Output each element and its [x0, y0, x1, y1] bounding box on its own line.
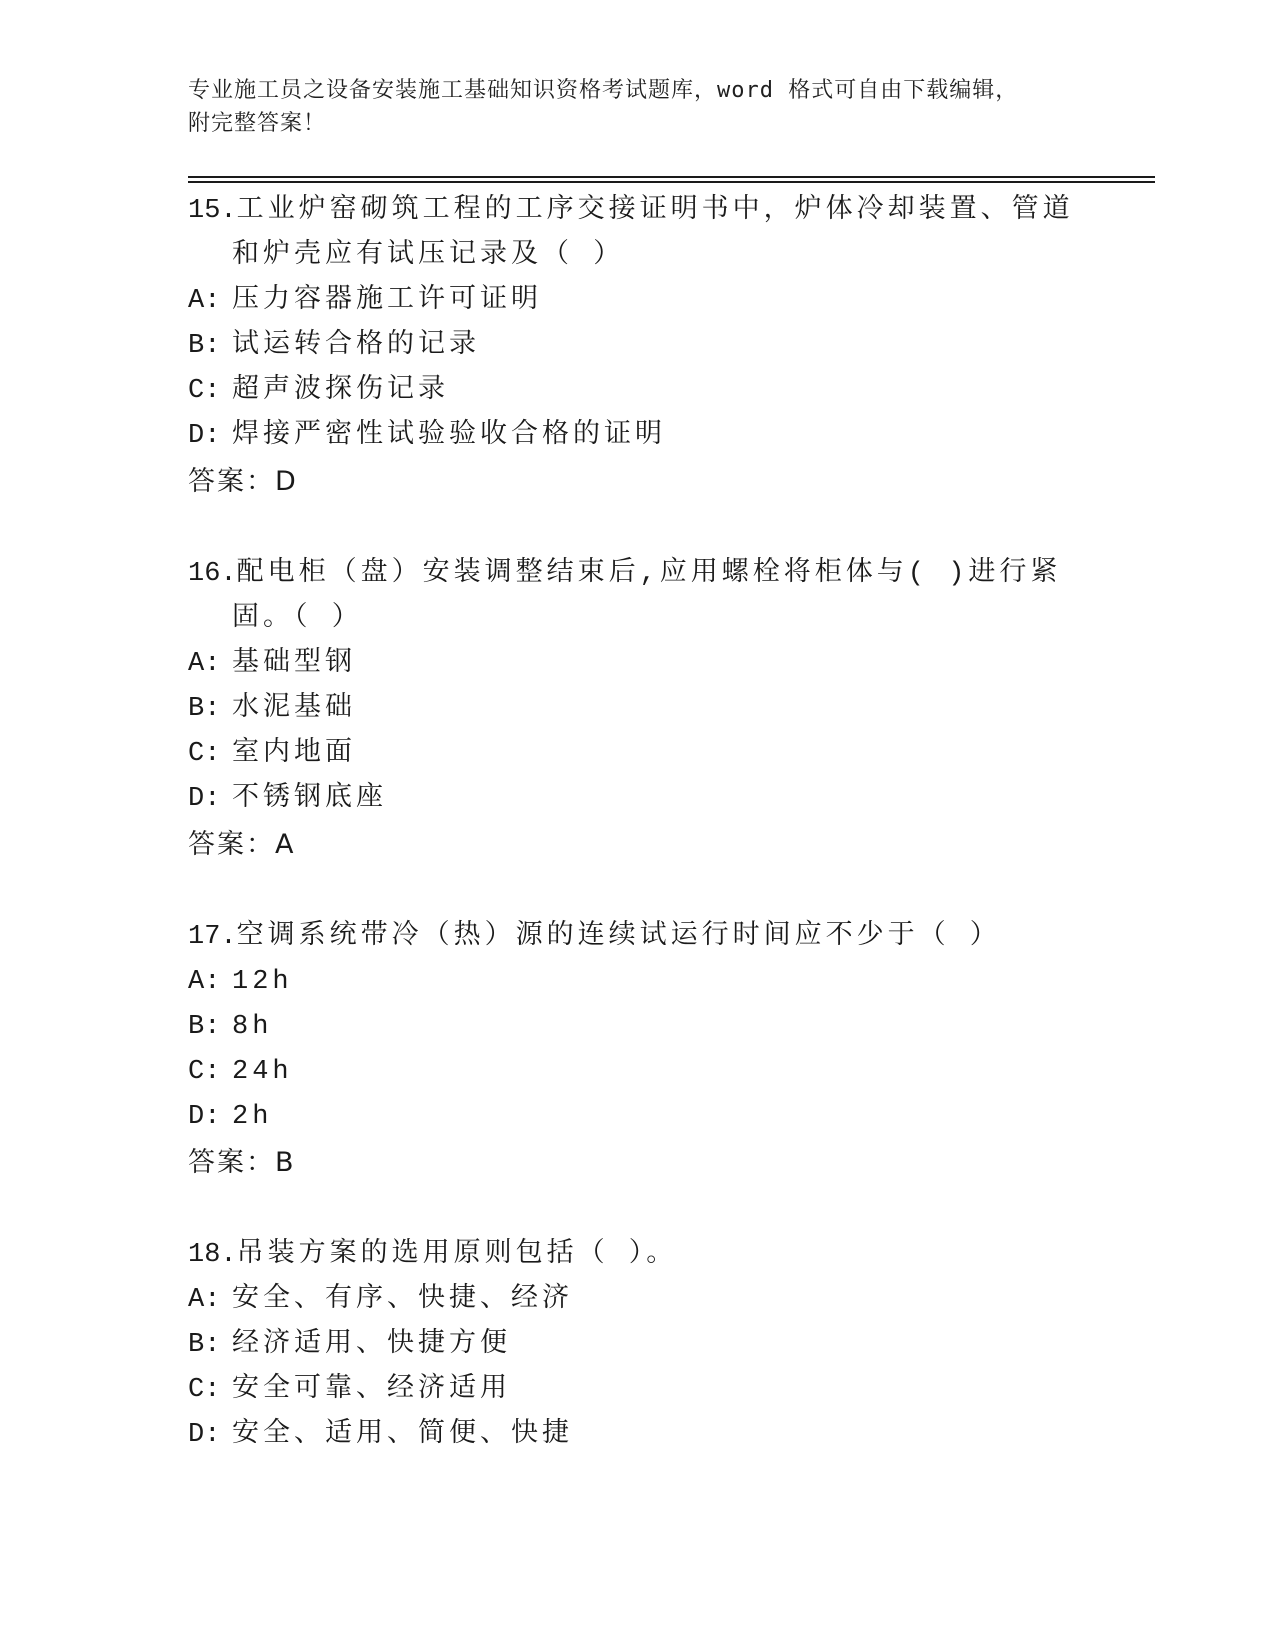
- option-a: [188, 960, 1088, 1005]
- question-18: [188, 1233, 1088, 1458]
- header-line-2: 附完整答案！: [188, 111, 327, 136]
- option-text: 12h: [232, 967, 293, 997]
- option-b: [188, 687, 1088, 732]
- option-text: 安全、适用、简便、快捷: [232, 1420, 573, 1450]
- question-number: 17.: [188, 922, 237, 952]
- answer-line: 答案：D: [188, 466, 298, 497]
- option-key: B:: [188, 1012, 221, 1042]
- option-key: B:: [188, 694, 221, 724]
- header-line-1: 专业施工员之设备安装施工基础知识资格考试题库，word 格式可自由下载编辑，: [188, 78, 1019, 103]
- option-key: D:: [188, 1420, 221, 1450]
- option-a: [188, 642, 1088, 687]
- question-text: [188, 189, 1088, 279]
- question-text: [188, 1233, 1088, 1278]
- header-divider-bottom: [188, 181, 1155, 183]
- question-number: 18.: [188, 1240, 237, 1270]
- document-header: [188, 74, 1088, 140]
- option-key: A:: [188, 1285, 221, 1315]
- option-text: 压力容器施工许可证明: [232, 286, 542, 316]
- option-key: C:: [188, 376, 221, 406]
- answer-line: 答案：A: [188, 829, 296, 860]
- question-stem: 空调系统带冷（热）源的连续试运行时间应不少于（ ）: [236, 922, 1001, 952]
- option-c: [188, 1368, 1088, 1413]
- option-text: 经济适用、快捷方便: [232, 1330, 511, 1360]
- option-text: 焊接严密性试验验收合格的证明: [232, 421, 666, 451]
- option-c: [188, 1050, 1088, 1095]
- option-key: C:: [188, 739, 221, 769]
- option-key: D:: [188, 784, 221, 814]
- option-key: D:: [188, 421, 221, 451]
- option-text: 室内地面: [232, 739, 356, 769]
- question-list: [188, 189, 1088, 1506]
- option-d: [188, 777, 1088, 822]
- option-text: 试运转合格的记录: [232, 331, 480, 361]
- question-16: [188, 552, 1088, 867]
- option-d: [188, 1413, 1088, 1458]
- option-key: D:: [188, 1102, 221, 1132]
- option-key: B:: [188, 1330, 221, 1360]
- question-text: [188, 552, 1088, 642]
- option-d: [188, 1095, 1088, 1140]
- question-17: [188, 915, 1088, 1185]
- option-text: 8h: [232, 1012, 273, 1042]
- option-b: [188, 1323, 1088, 1368]
- header-divider-top: [188, 176, 1155, 178]
- question-text: [188, 915, 1088, 960]
- option-text: 安全可靠、经济适用: [232, 1375, 511, 1405]
- option-text: 安全、有序、快捷、经济: [232, 1285, 573, 1315]
- option-text: 不锈钢底座: [232, 784, 387, 814]
- option-text: 水泥基础: [232, 694, 356, 724]
- option-key: A:: [188, 649, 221, 679]
- option-b: [188, 324, 1088, 369]
- question-stem: 吊装方案的选用原则包括（ ）。: [236, 1240, 678, 1270]
- question-stem: 工业炉窑砌筑工程的工序交接证明书中，炉体冷却装置、管道和炉壳应有试压记录及（ ）: [232, 196, 1074, 271]
- question-number: 16.: [188, 559, 237, 589]
- option-key: A:: [188, 967, 221, 997]
- option-text: 超声波探伤记录: [232, 376, 449, 406]
- option-text: 24h: [232, 1057, 293, 1087]
- option-c: [188, 732, 1088, 777]
- option-a: [188, 1278, 1088, 1323]
- option-key: C:: [188, 1375, 221, 1405]
- question-15: [188, 189, 1088, 504]
- option-key: C:: [188, 1057, 221, 1087]
- option-key: A:: [188, 286, 221, 316]
- question-number: 15.: [188, 196, 237, 226]
- option-text: 2h: [232, 1102, 273, 1132]
- question-stem: 配电柜（盘）安装调整结束后,应用螺栓将柜体与( )进行紧固。（ ）: [232, 559, 1062, 634]
- option-b: [188, 1005, 1088, 1050]
- option-a: [188, 279, 1088, 324]
- option-c: [188, 369, 1088, 414]
- option-d: [188, 414, 1088, 459]
- answer-line: 答案：B: [188, 1147, 296, 1178]
- option-text: 基础型钢: [232, 649, 356, 679]
- option-key: B:: [188, 331, 221, 361]
